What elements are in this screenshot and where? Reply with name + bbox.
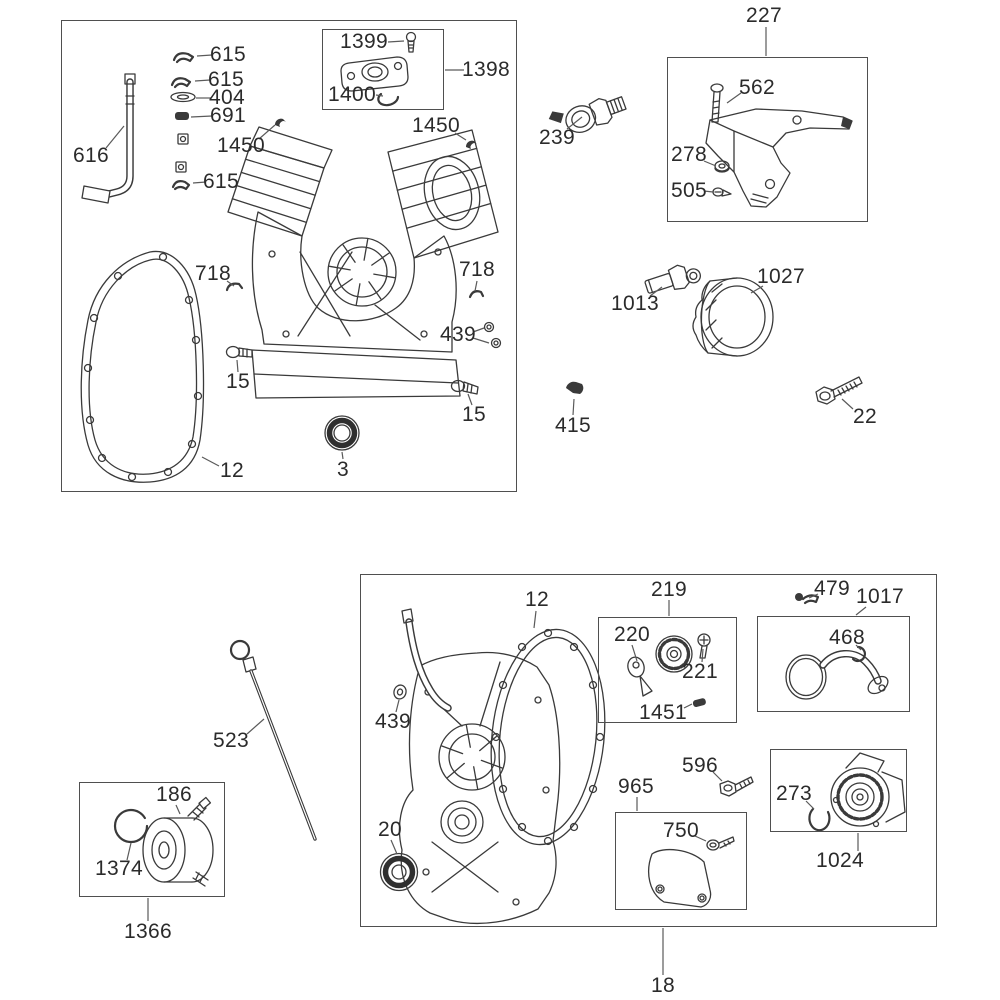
part-callout-965: 965 — [618, 775, 654, 798]
part-callout-718: 718 — [459, 258, 495, 281]
part-callout-439: 439 — [440, 323, 476, 346]
part-callout-562: 562 — [739, 76, 775, 99]
part-callout-1017: 1017 — [856, 585, 904, 608]
part-callout-1451: 1451 — [639, 701, 687, 724]
leader-line-220 — [632, 645, 637, 661]
leader-line-12 — [202, 457, 219, 466]
part-callout-219: 219 — [651, 578, 687, 601]
part-callout-616: 616 — [73, 144, 109, 167]
part-callout-227: 227 — [746, 4, 782, 27]
part-callout-221: 221 — [682, 660, 718, 683]
part-callout-415: 415 — [555, 414, 591, 437]
part-callout-1398: 1398 — [462, 58, 510, 81]
part-callout-615: 615 — [203, 170, 239, 193]
part-callout-718: 718 — [195, 262, 231, 285]
part-callout-12: 12 — [525, 588, 549, 611]
part-callout-3: 3 — [337, 458, 349, 481]
part-callout-1450: 1450 — [412, 114, 460, 137]
part-callout-1399: 1399 — [340, 30, 388, 53]
part-callout-1013: 1013 — [611, 292, 659, 315]
part-callout-691: 691 — [210, 104, 246, 127]
part-callout-186: 186 — [156, 783, 192, 806]
part-callout-18: 18 — [651, 974, 675, 997]
leader-line-20 — [391, 840, 397, 854]
leader-line-523 — [247, 719, 264, 734]
part-callout-1027: 1027 — [757, 265, 805, 288]
leader-line-12 — [534, 611, 536, 628]
part-callout-439: 439 — [375, 710, 411, 733]
part-callout-404: 404 — [209, 86, 245, 109]
part-callout-596: 596 — [682, 754, 718, 777]
part-callout-20: 20 — [378, 818, 402, 841]
part-callout-273: 273 — [776, 782, 812, 805]
part-callout-220: 220 — [614, 623, 650, 646]
part-callout-22: 22 — [853, 405, 877, 428]
leader-line-1400 — [376, 95, 383, 96]
part-callout-15: 15 — [462, 403, 486, 426]
part-callout-750: 750 — [663, 819, 699, 842]
leader-line-415 — [573, 399, 574, 415]
leader-line-691 — [191, 116, 212, 117]
part-callout-1450: 1450 — [217, 134, 265, 157]
part-callout-12: 12 — [220, 459, 244, 482]
part-callout-523: 523 — [213, 729, 249, 752]
part-callout-1024: 1024 — [816, 849, 864, 872]
part-callout-468: 468 — [829, 626, 865, 649]
part-callout-479: 479 — [814, 577, 850, 600]
part-callout-1400: 1400 — [328, 83, 376, 106]
part-callout-505: 505 — [671, 179, 707, 202]
part-callout-1366: 1366 — [124, 920, 172, 943]
leader-line-22 — [842, 399, 853, 409]
leader-line-718 — [475, 281, 477, 291]
part-callout-239: 239 — [539, 126, 575, 149]
leader-line-1399 — [388, 41, 404, 42]
part-callout-15: 15 — [226, 370, 250, 393]
part-callout-615: 615 — [210, 43, 246, 66]
part-callout-278: 278 — [671, 143, 707, 166]
part-callout-615: 615 — [208, 68, 244, 91]
part-callout-1374: 1374 — [95, 857, 143, 880]
